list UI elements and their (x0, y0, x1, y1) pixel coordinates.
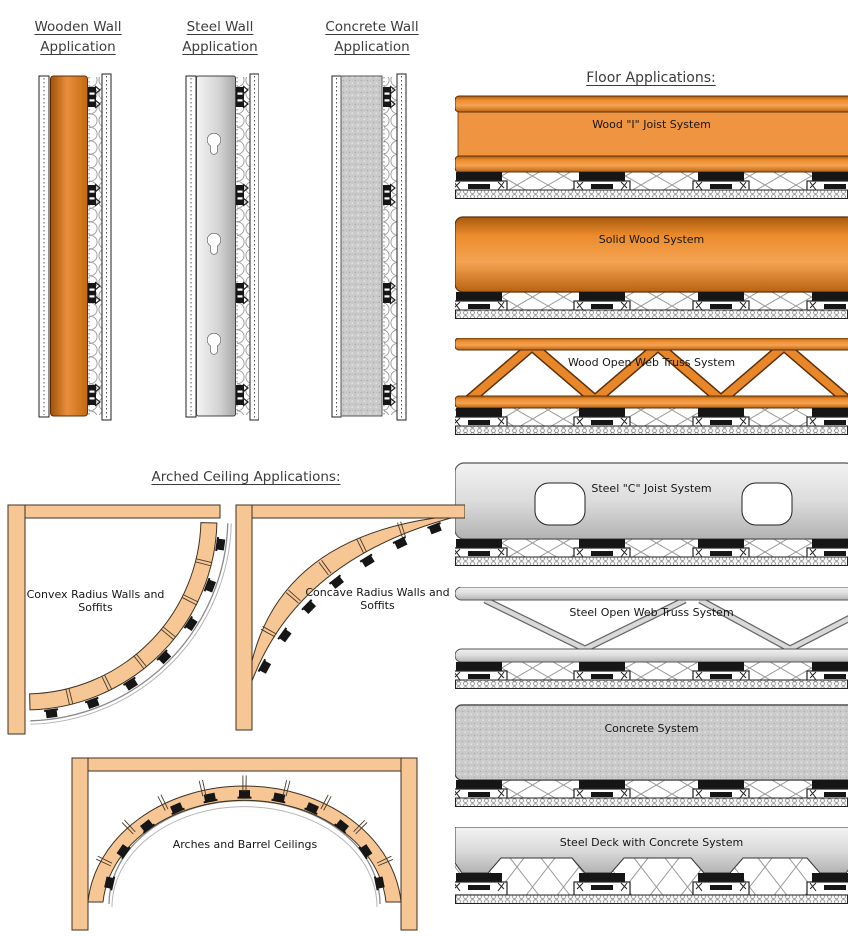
floor-row-steel-deck (455, 827, 848, 905)
barrel-ceiling-label: Arches and Barrel Ceilings (172, 838, 318, 851)
floor-row-wood-truss (455, 338, 848, 435)
insulation-column (237, 77, 251, 415)
truss-diagonals (469, 346, 847, 400)
furring-channel-lattice (455, 662, 848, 680)
ceiling-drywall-strip (456, 426, 848, 435)
truss-top-chord (455, 587, 848, 600)
convex-radius-diagram (5, 498, 233, 736)
wood-truss-label: Wood Open Web Truss System (567, 356, 736, 369)
furring-channel-lattice (455, 780, 848, 798)
wall-post (72, 758, 88, 930)
wooden-wall-diagram (38, 73, 112, 421)
truss-top-chord (455, 338, 848, 350)
ceiling-drywall-strip (456, 680, 848, 689)
concave-label: Concave Radius Walls and Soffits (305, 586, 450, 612)
concrete-system-label: Concrete System (604, 722, 699, 735)
insulation-column (384, 77, 398, 415)
wooden-wall-title: Wooden Wall Application (34, 19, 122, 55)
wall-post (236, 505, 252, 730)
wood-stud (51, 76, 88, 416)
convex-label: Convex Radius Walls and Soffits (26, 588, 165, 614)
solid-wood-joist (455, 217, 848, 292)
resilient-clip (393, 537, 409, 550)
floor-row-steel-c-joist (455, 462, 848, 566)
solid-wood-label: Solid Wood System (598, 233, 705, 246)
insulation-column (89, 77, 103, 415)
steel-deck-label: Steel Deck with Concrete System (559, 836, 744, 849)
floor-applications-heading: Floor Applications: (586, 70, 716, 86)
furring-channel-lattice (455, 172, 848, 190)
concrete-wall (341, 76, 382, 416)
ceiling-drywall-strip (456, 310, 848, 319)
resilient-clip (44, 709, 59, 718)
i-joist-top-flange (455, 96, 848, 112)
concave-radius-diagram (230, 498, 465, 736)
ceiling-beam (8, 505, 220, 518)
concrete-wall-title: Concrete Wall Application (325, 19, 419, 55)
steel-truss-label: Steel Open Web Truss System (569, 606, 734, 619)
floor-clip (574, 873, 630, 895)
ceiling-drywall-strip (456, 798, 848, 807)
furring-channel-lattice (455, 408, 848, 426)
ceiling-beam (236, 505, 465, 518)
ceiling-beam (72, 758, 417, 771)
arched-ceiling-heading: Arched Ceiling Applications: (151, 469, 341, 485)
steel-wall-title: Steel Wall Application (182, 19, 258, 55)
floor-clip (455, 873, 507, 895)
resilient-clip (360, 554, 376, 568)
floor-clip (693, 873, 749, 895)
truss-bottom-chord (455, 649, 848, 662)
wood-i-joist-label: Wood "I" Joist System (592, 118, 711, 131)
ceiling-drywall-strip (456, 895, 848, 904)
floor-row-concrete (455, 704, 848, 807)
furring-channel-lattice (455, 539, 848, 557)
i-joist-bottom-flange (455, 156, 848, 172)
floor-row-steel-truss (455, 587, 848, 689)
truss-bottom-chord (455, 396, 848, 408)
concrete-wall-diagram (330, 73, 408, 421)
steel-wall-diagram (185, 73, 259, 421)
furring-channel-lattice (455, 853, 848, 895)
ceiling-drywall-strip (456, 557, 848, 566)
floor-row-wood-i-joist (455, 95, 848, 199)
wall-post (8, 505, 25, 734)
resilient-clip (237, 790, 251, 798)
wall-post (401, 758, 417, 930)
furring-channel-lattice (455, 292, 848, 310)
floor-clip (807, 873, 848, 895)
floor-row-solid-wood (455, 216, 848, 319)
concrete-slab-texture (455, 705, 848, 780)
ceiling-drywall-strip (456, 190, 848, 199)
steel-c-joist-label: Steel "C" Joist System (591, 482, 712, 495)
resilient-clip (278, 628, 292, 644)
curved-framing-band (30, 523, 217, 710)
resilient-clip (216, 537, 225, 552)
